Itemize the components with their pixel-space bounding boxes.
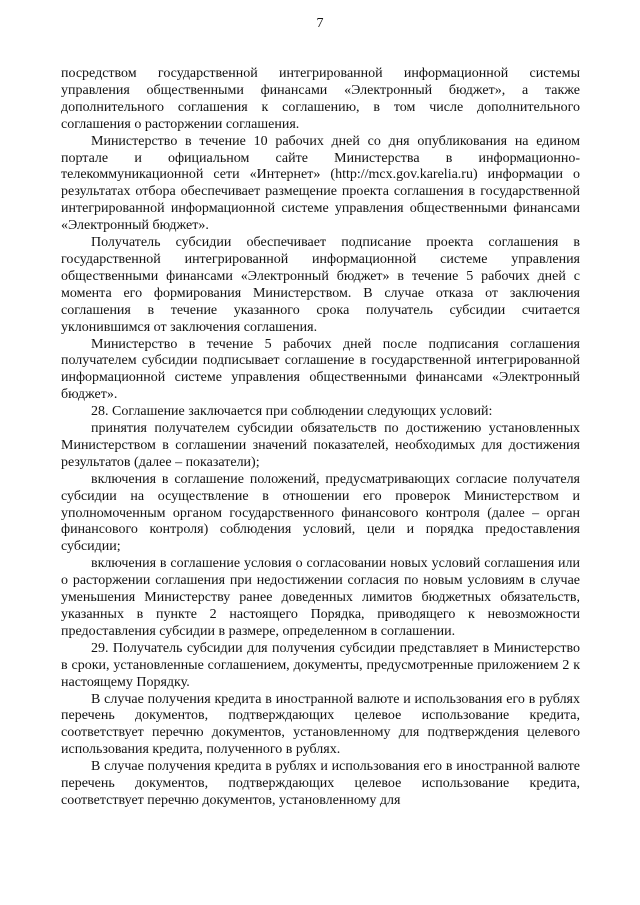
page-number: 7 xyxy=(316,16,324,31)
paragraph-ruble-loan: В случае получения кредита в рублях и использования его в иностранной валюте перечень документов, подтверждающих целевое использование кредита, соответствует перечню документов, установленному для xyxy=(61,759,580,808)
paragraph-condition-new-terms: включения в соглашение условия о согласовании новых условий соглашения или о расторжении соглашения при недостижении согласия по новым условиям в случае уменьшения Министерству ранее доведенных лимитов бюджетных обязательств, указанных в пункте 2 настоящего Порядка, приводящего к невозможности предоставления субсидии в размере, определенном в соглашении. xyxy=(61,556,580,639)
paragraph-condition-inspections: включения в соглашение положений, предусматривающих согласие получателя субсидии на осуществление в отношении его проверок Министерством и уполномоченным органом государственного финансового контроля (далее – орган финансового контроля) соблюдения условий, цели и порядка предоставления субсидии; xyxy=(61,471,580,555)
document-body xyxy=(61,66,580,810)
paragraph-recipient-signing: Получатель субсидии обеспечивает подписание проекта соглашения в государственной интегрированной информационной системе управления общественными финансами «Электронный бюджет» в течение 5 рабочих дней с момента его формирования Министерством. В случае отказа от заключения соглашения в течение указанного срока получатель субсидии считается уклонившимся от заключения соглашения. xyxy=(61,235,580,335)
paragraph-ministry-signing: Министерство в течение 5 рабочих дней после подписания соглашения получателем субсидии подписывает соглашение в государственной интегрированной информационной системе управления общественными финансами «Электронный бюджет». xyxy=(61,336,580,403)
paragraph-item-29: 29. Получатель субсидии для получения субсидии представляет в Министерство в сроки, установленные соглашением, документы, предусмотренные приложением 2 к настоящему Порядку. xyxy=(61,640,580,690)
paragraph-item-28: 28. Соглашение заключается при соблюдении следующих условий: xyxy=(91,404,493,420)
paragraph-continuation: посредством государственной интегрированной информационной системы управления общественными финансами «Электронный бюджет», а также дополнительного соглашения к соглашению, в том числе дополнительного соглашения о расторжении соглашения. xyxy=(61,66,580,132)
paragraph-condition-indicators: принятия получателем субсидии обязательств по достижению установленных Министерством в соглашении значений показателей, необходимых для достижения результатов (далее – показатели); xyxy=(61,421,580,470)
paragraph-ministry-placement: Министерство в течение 10 рабочих дней со дня опубликования на едином портале и официальном сайте Министерства в информационно-телекоммуникационной сети «Интернет» (http://mcx.gov.karelia.ru) информации о результатах отбора обеспечивает размещение проекта соглашения в государственной интегрированной информационной системе управления общественными финансами «Электронный бюджет». xyxy=(61,133,580,234)
paragraph-foreign-currency-loan: В случае получения кредита в иностранной валюте и использования его в рублях перечень документов, подтверждающих целевое использование кредита, соответствует перечню документов, установленному для подтверждения целевого использования кредита, полученного в рублях. xyxy=(61,691,580,758)
